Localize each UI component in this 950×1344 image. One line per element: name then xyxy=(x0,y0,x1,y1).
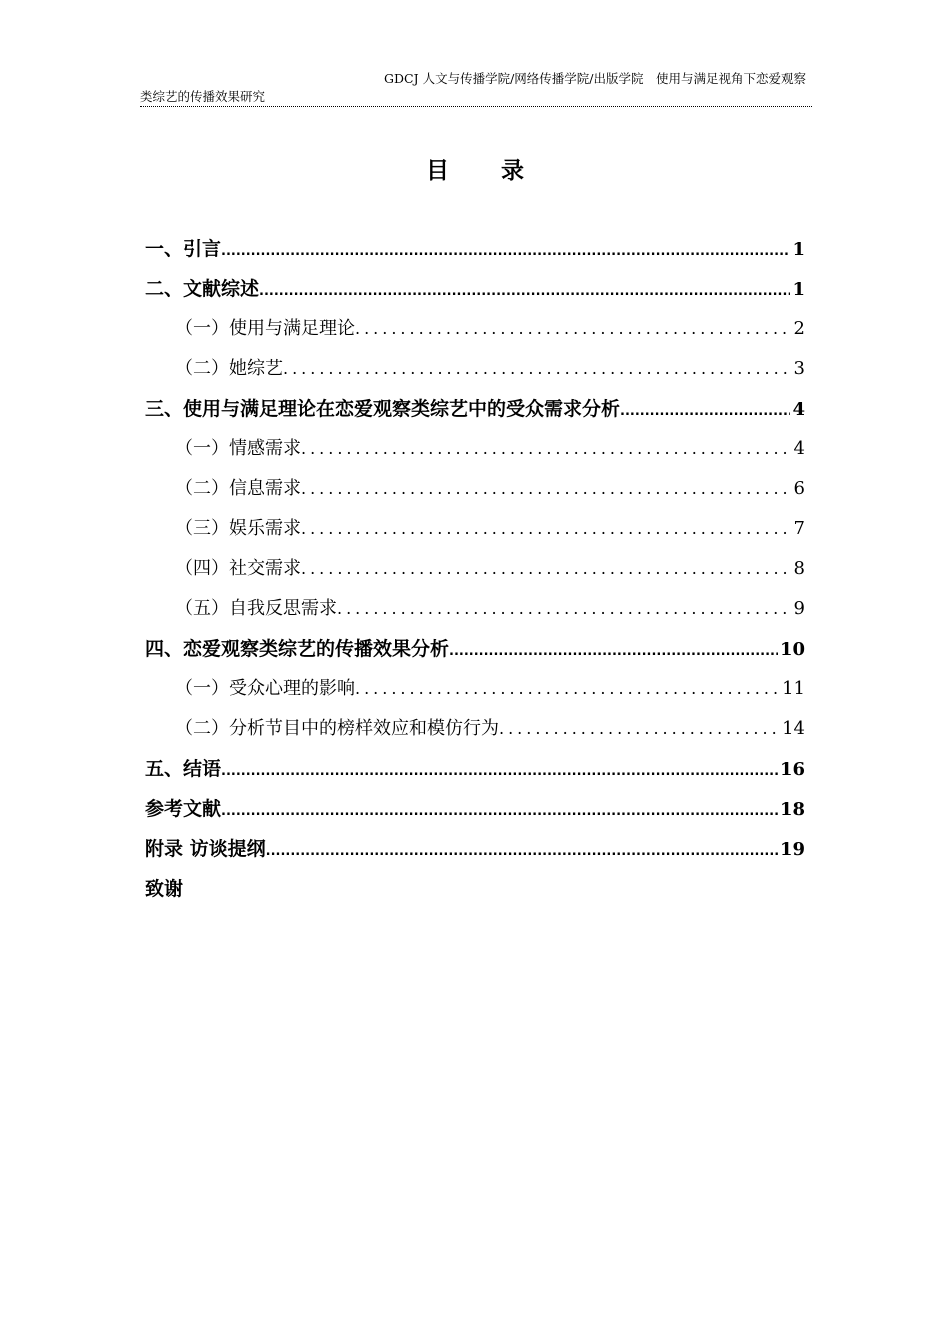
toc-entry-role-model-imitation[interactable] xyxy=(145,709,805,749)
toc-entry-label: （一）使用与满足理论 xyxy=(175,318,355,339)
toc-page-number: 6 xyxy=(793,478,805,499)
toc-page-number: 7 xyxy=(793,518,805,539)
toc-page-number: 3 xyxy=(793,358,805,379)
toc-entry-label: （四）社交需求 xyxy=(175,558,301,579)
toc-page-number: 14 xyxy=(782,718,805,739)
header-text-line1: GDCJ 人文与传播学院/网络传播学院/出版学院 使用与满足视角下恋爱观察 xyxy=(384,71,806,86)
toc-page-number: 1 xyxy=(792,239,805,260)
toc-leader-dots xyxy=(301,469,792,509)
toc-leader-dots xyxy=(301,429,792,469)
toc-leader-dots xyxy=(620,392,790,429)
toc-entry-label: （二）信息需求 xyxy=(175,478,301,499)
toc-entry-label: （五）自我反思需求 xyxy=(175,598,337,619)
toc-entry-label: （三）娱乐需求 xyxy=(175,518,301,539)
toc-page-number: 18 xyxy=(779,799,805,820)
toc-page-number: 19 xyxy=(779,839,805,860)
toc-entry-conclusion[interactable] xyxy=(145,749,805,789)
toc-page-number: 2 xyxy=(793,318,805,339)
toc-entry-communication-effect-analysis[interactable] xyxy=(145,629,805,669)
toc-leader-dots xyxy=(221,792,778,829)
toc-page-number: 10 xyxy=(779,639,805,660)
table-of-contents xyxy=(145,229,805,909)
toc-entry-label: （一）受众心理的影响 xyxy=(175,678,355,699)
toc-entry-label: 致谢 xyxy=(145,878,184,900)
toc-entry-uses-gratifications-theory[interactable] xyxy=(145,309,805,349)
toc-entry-label: 四、恋爱观察类综艺的传播效果分析 xyxy=(145,638,450,660)
toc-entry-label: （一）情感需求 xyxy=(175,438,301,459)
toc-page-number: 4 xyxy=(792,399,805,420)
toc-leader-dots xyxy=(355,309,792,349)
toc-leader-dots xyxy=(499,709,780,749)
toc-page-number: 4 xyxy=(793,438,805,459)
toc-entry-literature-review[interactable] xyxy=(145,269,805,309)
toc-entry-self-reflection-needs[interactable] xyxy=(145,589,805,629)
toc-page-number: 8 xyxy=(793,558,805,579)
toc-entry-information-needs[interactable] xyxy=(145,469,805,509)
toc-page-number: 1 xyxy=(792,279,805,300)
toc-entry-social-needs[interactable] xyxy=(145,549,805,589)
toc-leader-dots xyxy=(337,589,792,629)
toc-leader-dots xyxy=(221,752,778,789)
toc-entry-label: 二、文献综述 xyxy=(145,278,260,300)
toc-entry-label: 一、引言 xyxy=(145,238,222,260)
toc-leader-dots xyxy=(301,509,792,549)
toc-entry-audience-psychology[interactable] xyxy=(145,669,805,709)
toc-entry-entertainment-needs[interactable] xyxy=(145,509,805,549)
toc-leader-dots xyxy=(266,832,778,869)
toc-entry-acknowledgements[interactable] xyxy=(145,869,805,909)
toc-entry-introduction[interactable] xyxy=(145,229,805,269)
toc-entry-audience-needs-analysis[interactable] xyxy=(145,389,805,429)
toc-entry-appendix-interview-outline[interactable] xyxy=(145,829,805,869)
toc-page-number: 9 xyxy=(793,598,805,619)
toc-entry-references[interactable] xyxy=(145,789,805,829)
toc-entry-label: 参考文献 xyxy=(145,798,222,820)
page-header xyxy=(140,70,812,107)
toc-leader-dots xyxy=(301,549,792,589)
toc-leader-dots xyxy=(449,632,778,669)
toc-entry-label: 三、使用与满足理论在恋爱观察类综艺中的受众需求分析 xyxy=(145,398,621,420)
toc-entry-label: （二）她综艺 xyxy=(175,358,283,379)
toc-page-number: 11 xyxy=(782,678,805,699)
toc-entry-her-variety-shows[interactable] xyxy=(145,349,805,389)
header-text-line2: 类综艺的传播效果研究 xyxy=(140,89,266,104)
toc-page-number: 16 xyxy=(779,759,805,780)
toc-leader-dots xyxy=(221,232,790,269)
toc-entry-label: 五、结语 xyxy=(145,758,222,780)
toc-leader-dots xyxy=(283,349,792,389)
toc-entry-label: （二）分析节目中的榜样效应和模仿行为 xyxy=(175,718,499,739)
toc-leader-dots xyxy=(355,669,780,709)
toc-entry-label: 附录 访谈提纲 xyxy=(145,838,266,860)
toc-title: 目录 xyxy=(426,158,576,184)
toc-entry-emotional-needs[interactable] xyxy=(145,429,805,469)
toc-leader-dots xyxy=(259,272,790,309)
